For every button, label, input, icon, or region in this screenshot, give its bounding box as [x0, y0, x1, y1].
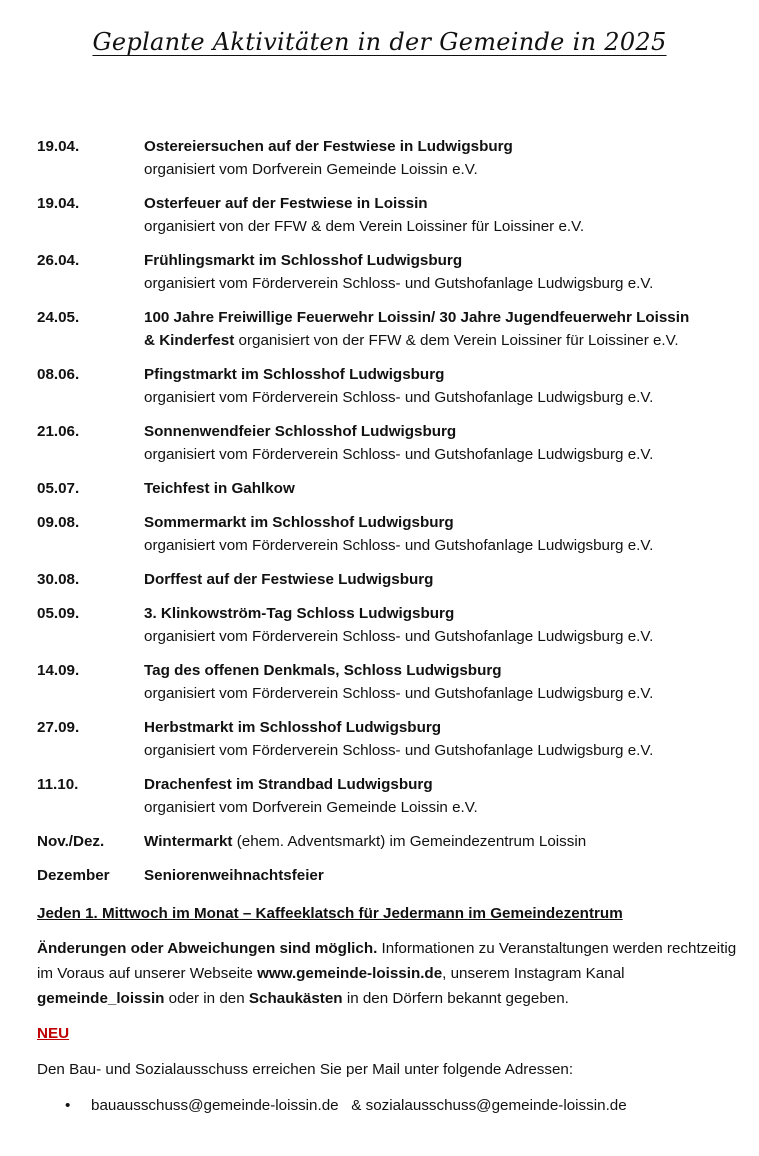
- event-description: [144, 773, 737, 819]
- event-name: Dorffest auf der Festwiese Ludwigsburg: [144, 571, 434, 588]
- event-description: [144, 716, 737, 762]
- event-row: [37, 659, 737, 705]
- event-description: [144, 864, 737, 887]
- contact-intro: Den Bau- und Sozialausschuss erreichen Sie per Mail unter folgende Adressen:: [37, 1061, 574, 1078]
- event-description: [144, 659, 737, 705]
- event-organizer: organisiert vom Förderverein Schloss- und Gutshofanlage Ludwigsburg e.V.: [144, 537, 654, 554]
- event-date: 05.07.: [37, 480, 80, 497]
- event-row: [37, 830, 737, 853]
- website-link[interactable]: www.gemeinde-loissin.de: [257, 965, 443, 982]
- event-organizer: organisiert vom Förderverein Schloss- und Gutshofanlage Ludwigsburg e.V.: [144, 446, 654, 463]
- event-name: Ostereiersuchen auf der Festwiese in Ludwigsburg: [144, 138, 513, 155]
- event-extra: (ehem. Adventsmarkt) im Gemeindezentrum Loissin: [232, 833, 587, 850]
- email-list-item: [37, 1093, 737, 1118]
- event-description: [144, 363, 737, 409]
- event-date: 30.08.: [37, 571, 80, 588]
- event-name: Frühlingsmarkt im Schlosshof Ludwigsburg: [144, 252, 463, 269]
- event-name: Pfingstmarkt im Schlosshof Ludwigsburg: [144, 366, 445, 383]
- event-organizer: organisiert vom Förderverein Schloss- und Gutshofanlage Ludwigsburg e.V.: [144, 275, 654, 292]
- event-name: Tag des offenen Denkmals, Schloss Ludwigsburg: [144, 662, 502, 679]
- event-name: Teichfest in Gahlkow: [144, 480, 295, 497]
- event-name: 100 Jahre Freiwillige Feuerwehr Loissin/ 30 Jahre Jugendfeuerwehr Loissin: [144, 309, 690, 326]
- event-date: 21.06.: [37, 423, 80, 440]
- event-date: 09.08.: [37, 514, 80, 531]
- event-date: 26.04.: [37, 252, 80, 269]
- event-date: 05.09.: [37, 605, 80, 622]
- event-description: [144, 420, 737, 466]
- event-organizer: organisiert vom Dorfverein Gemeinde Loissin e.V.: [144, 799, 478, 816]
- event-date: 11.10.: [37, 776, 79, 793]
- event-row: [37, 716, 737, 762]
- bullet-icon: •: [65, 1097, 71, 1114]
- event-organizer: organisiert vom Förderverein Schloss- und Gutshofanlage Ludwigsburg e.V.: [144, 742, 654, 759]
- event-row: [37, 306, 737, 352]
- event-row: [37, 773, 737, 819]
- page-title: Geplante Aktivitäten in der Gemeinde in 2025: [92, 28, 667, 56]
- event-organizer: organisiert von der FFW & dem Verein Loissiner für Loissiner e.V.: [144, 218, 585, 235]
- event-date: 14.09.: [37, 662, 80, 679]
- event-row: [37, 864, 737, 887]
- event-name: Seniorenweihnachtsfeier: [144, 867, 324, 884]
- event-description: [144, 135, 737, 181]
- event-row: [37, 568, 737, 591]
- event-date: 27.09.: [37, 719, 80, 736]
- event-description: [144, 602, 737, 648]
- event-row: [37, 363, 737, 409]
- event-organizer: organisiert vom Förderverein Schloss- und Gutshofanlage Ludwigsburg e.V.: [144, 628, 654, 645]
- event-description: [144, 568, 737, 591]
- event-row: [37, 420, 737, 466]
- event-description: [144, 192, 737, 238]
- event-date: 19.04.: [37, 138, 80, 155]
- event-row: [37, 249, 737, 295]
- event-description: [144, 511, 737, 557]
- new-label: NEU: [37, 1025, 70, 1042]
- event-row: [37, 511, 737, 557]
- notice-paragraph: Änderungen oder Abweichungen sind möglich. Informationen zu Veranstaltungen werden rechtzeitig im Voraus auf unserer Webseite www.gemeinde-loissin.de, unserem Instagram Kanal gemeinde_loissin oder in den Schaukästen in den Dörfern bekannt gegeben.: [37, 940, 737, 1007]
- event-name: Herbstmarkt im Schlosshof Ludwigsburg: [144, 719, 442, 736]
- event-organizer: organisiert von der FFW & dem Verein Loissiner für Loissiner e.V.: [238, 332, 679, 349]
- event-date: 08.06.: [37, 366, 80, 383]
- event-name: Osterfeuer auf der Festwiese in Loissin: [144, 195, 428, 212]
- event-name: Sommermarkt im Schlosshof Ludwigsburg: [144, 514, 454, 531]
- event-row: [37, 192, 737, 238]
- event-description: [144, 830, 737, 853]
- event-name: Sonnenwendfeier Schlosshof Ludwigsburg: [144, 423, 457, 440]
- instagram-handle: gemeinde_loissin: [37, 990, 165, 1007]
- event-date: Nov./Dez.: [37, 833, 105, 850]
- event-organizer: organisiert vom Dorfverein Gemeinde Loissin e.V.: [144, 161, 478, 178]
- event-row: [37, 135, 737, 181]
- event-date: 19.04.: [37, 195, 80, 212]
- event-organizer: organisiert vom Förderverein Schloss- und Gutshofanlage Ludwigsburg e.V.: [144, 685, 654, 702]
- monthly-event: [37, 901, 737, 926]
- event-name: Drachenfest im Strandbad Ludwigsburg: [144, 776, 433, 793]
- monthly-event-text: Jeden 1. Mittwoch im Monat – Kaffeeklatsch für Jedermann im Gemeindezentrum: [37, 905, 623, 922]
- event-date: 24.05.: [37, 309, 80, 326]
- event-name: 3. Klinkowström-Tag Schloss Ludwigsburg: [144, 605, 455, 622]
- event-organizer: organisiert vom Förderverein Schloss- und Gutshofanlage Ludwigsburg e.V.: [144, 389, 654, 406]
- event-name: Wintermarkt: [144, 833, 233, 850]
- email-addresses[interactable]: bauausschuss@gemeinde-loissin.de & sozialausschuss@gemeinde-loissin.de: [91, 1097, 627, 1114]
- event-row: [37, 602, 737, 648]
- event-row: [37, 477, 737, 500]
- event-description: [144, 249, 737, 295]
- event-description: [144, 306, 737, 352]
- event-description: [144, 477, 737, 500]
- event-name-continued: & Kinderfest: [144, 332, 235, 349]
- event-date: Dezember: [37, 867, 110, 884]
